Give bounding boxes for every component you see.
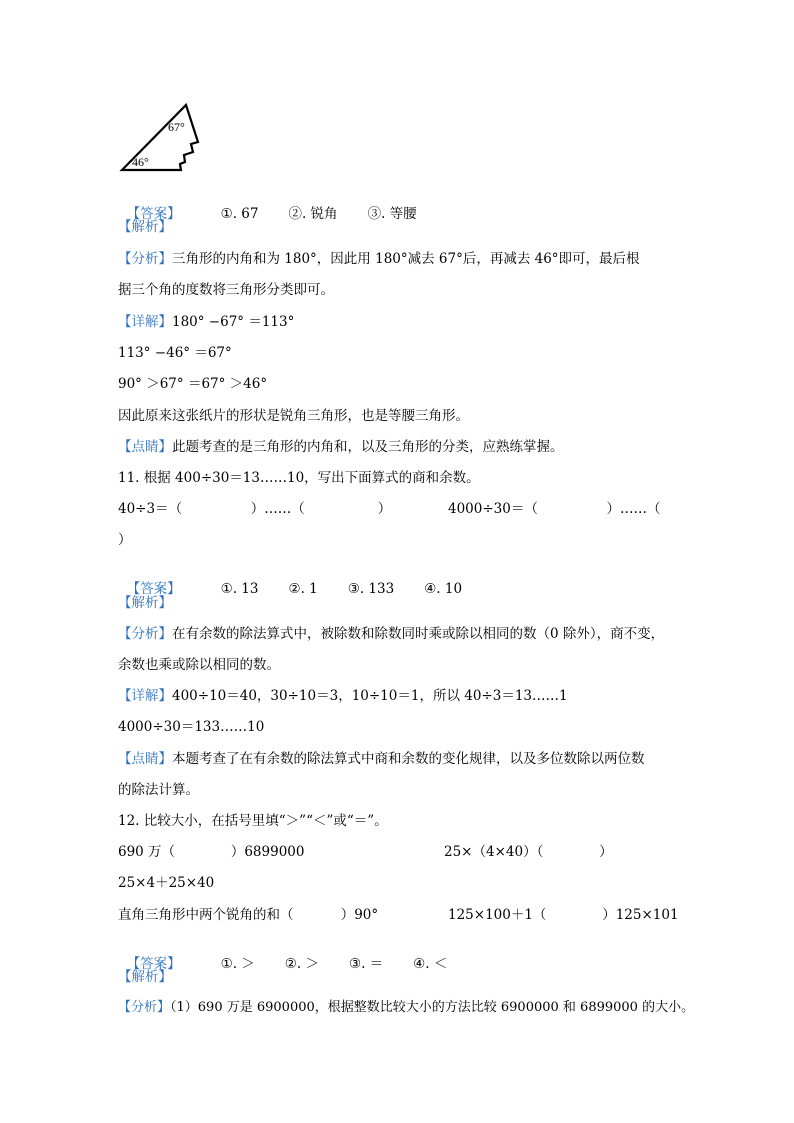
answer-item: ③. 等腰: [367, 206, 417, 222]
comment-line: [118, 438, 564, 456]
triangle-figure: [118, 100, 214, 174]
angle-top-label: 67°: [168, 120, 185, 134]
detail-line: [118, 313, 294, 331]
angle-bottom-label: 46°: [132, 155, 149, 169]
fenxi-tag: 【分析】: [118, 1000, 171, 1015]
answer-tag: 【答案】: [126, 206, 181, 222]
comment-text: 此题考查的是三角形的内角和，以及三角形的分类，应熟练掌握。: [172, 439, 564, 455]
xiangjie-tag: 【详解】: [118, 688, 172, 704]
analysis-line: [118, 999, 694, 1017]
compare-item: 直角三角形中两个锐角的和（ ）90°: [118, 907, 379, 923]
comment-text: 的除法计算。: [118, 782, 199, 798]
answer-item: ②. 1: [288, 581, 318, 597]
xiangjie-tag: 【详解】: [118, 314, 172, 330]
compare-item: 690 万（ ）6899000: [118, 844, 305, 860]
answer-item: ③. ＝: [348, 956, 384, 972]
detail-text: 因此原来这张纸片的形状是锐角三角形，也是等腰三角形。: [118, 408, 469, 424]
blank-row: 40÷3＝（ ）……（ ）: [118, 501, 392, 517]
detail-text: 4000÷30＝133……10: [118, 719, 265, 735]
answer-item: ④. ＜: [413, 956, 448, 972]
question-stem: 11. 根据 400÷30＝13……10，写出下面算式的商和余数。: [118, 470, 480, 486]
analysis-line: [118, 625, 664, 643]
compare-item: 25×（4×40）（ ）: [444, 844, 613, 860]
compare-item: 125×100＋1（ ）125×101: [448, 907, 679, 923]
answer-tag: 【答案】: [126, 956, 181, 972]
analysis-text: 在有余数的除法算式中，被除数和除数同时乘或除以相同的数（0 除外），商不变，: [172, 626, 665, 642]
analysis-line: [118, 250, 640, 268]
answer-row: [118, 562, 462, 598]
detail-line: [118, 687, 568, 705]
answer-item: ②. ＞: [284, 956, 319, 972]
answer-item: ①. 67: [220, 206, 259, 222]
jiexi-tag: 【解析】: [118, 219, 172, 235]
answer-item: ①. ＞: [220, 956, 255, 972]
comment-text: 本题考查了在有余数的除法算式中商和余数的变化规律，以及多位数除以两位数: [172, 751, 645, 767]
answer-tag: 【答案】: [126, 581, 181, 597]
analysis-text: 三角形的内角和为 180°，因此用 180°减去 67°后，再减去 46°即可，最后根: [172, 251, 640, 267]
answer-item: ①. 13: [220, 581, 259, 597]
jiexi-tag: 【解析】: [118, 969, 172, 985]
comment-line: [118, 750, 645, 768]
answer-item: ②. 锐角: [288, 206, 338, 222]
detail-text: 113° −46° ＝67°: [118, 345, 232, 361]
answer-item: ④. 10: [424, 581, 463, 597]
question-stem: 12. 比较大小，在括号里填“＞”“＜”或“＝”。: [118, 813, 388, 829]
blank-row: 4000÷30＝（ ）……（: [448, 501, 661, 517]
compare-item: 25×4＋25×40: [118, 875, 215, 891]
dianjing-tag: 【点睛】: [118, 439, 172, 455]
detail-text: 180° −67° ＝113°: [172, 314, 295, 330]
jiexi-tag: 【解析】: [118, 595, 172, 611]
analysis-text: 据三个角的度数将三角形分类即可。: [118, 282, 334, 298]
analysis-text: 余数也乘或除以相同的数。: [118, 657, 280, 673]
answer-item: ③. 133: [347, 581, 395, 597]
fenxi-tag: 【分析】: [118, 251, 172, 267]
fenxi-tag: 【分析】: [118, 626, 172, 642]
blank-row: ）: [118, 532, 132, 548]
detail-text: 400÷10＝40，30÷10＝3，10÷10＝1，所以 40÷3＝13……1: [172, 688, 568, 704]
detail-text: 90° ＞67° ＝67° ＞46°: [118, 376, 268, 392]
analysis-text: （1）690 万是 6900000，根据整数比较大小的方法比较 6900000 和 6899000 的大小。: [170, 1000, 695, 1015]
dianjing-tag: 【点睛】: [118, 751, 172, 767]
